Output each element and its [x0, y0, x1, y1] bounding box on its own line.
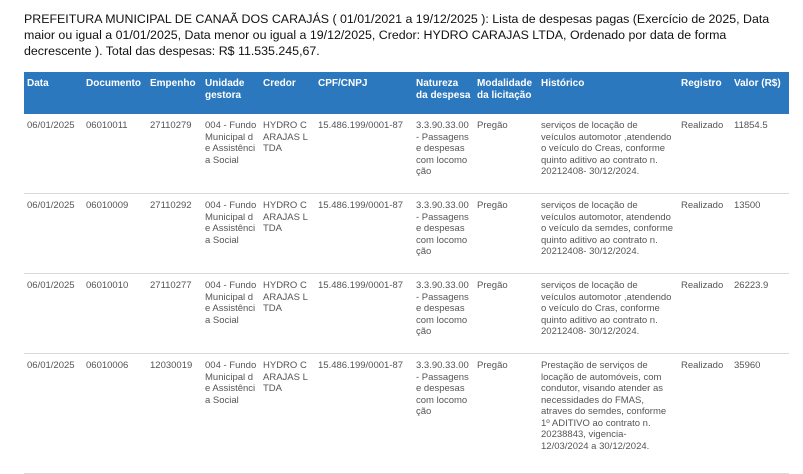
cell-valor: 35960 [731, 354, 789, 474]
cell-valor: 11854.5 [731, 114, 789, 194]
cell-data: 06/01/2025 [24, 114, 83, 194]
cell-cnpj: 15.486.199/0001-87 [315, 194, 413, 274]
cell-registro: Realizado [678, 194, 731, 274]
table-row[interactable] [24, 354, 789, 474]
cell-documento: 06010011 [83, 114, 147, 194]
cell-registro: Realizado [678, 274, 731, 354]
cell-credor: HYDRO CARAJAS LTDA [260, 194, 315, 274]
cell-valor: 13500 [731, 194, 789, 274]
col-header-documento[interactable]: Documento [83, 72, 147, 114]
cell-credor: HYDRO CARAJAS LTDA [260, 114, 315, 194]
page-title: PREFEITURA MUNICIPAL DE CANAÃ DOS CARAJÁS ( 01/01/2021 a 19/12/2025 ): Lista de despesas pagas (Exercício de 2025, Data maior ou igual a 01/01/2025, Data menor ou igual a 19/12/2025, Credor: HYDRO CARAJAS LTDA, Ordenado por data de forma decrescente ). Total das despesas: R$ 11.535.245,67. [24, 12, 770, 58]
cell-data: 06/01/2025 [24, 274, 83, 354]
cell-unidade: 004 - Fundo Municipal de Assistência Social [202, 274, 260, 354]
col-header-data[interactable]: Data [24, 72, 83, 114]
cell-modalidade: Pregão [474, 274, 538, 354]
cell-modalidade: Pregão [474, 114, 538, 194]
table-row[interactable] [24, 274, 789, 354]
table-header-row [24, 72, 789, 114]
cell-cnpj: 15.486.199/0001-87 [315, 114, 413, 194]
cell-credor: HYDRO CARAJAS LTDA [260, 274, 315, 354]
table-row[interactable] [24, 194, 789, 274]
col-header-unidade-gestora[interactable]: Unidade gestora [202, 72, 260, 114]
cell-empenho: 12030019 [147, 354, 202, 474]
cell-modalidade: Pregão [474, 194, 538, 274]
cell-cnpj: 15.486.199/0001-87 [315, 274, 413, 354]
col-header-valor[interactable]: Valor (R$) [731, 72, 789, 114]
cell-valor: 26223.9 [731, 274, 789, 354]
cell-modalidade: Pregão [474, 354, 538, 474]
cell-documento: 06010009 [83, 194, 147, 274]
cell-empenho: 27110277 [147, 274, 202, 354]
cell-natureza: 3.3.90.33.00 - Passagens e despesas com locomoção [413, 274, 474, 354]
cell-cnpj: 15.486.199/0001-87 [315, 354, 413, 474]
table-row[interactable] [24, 114, 789, 194]
cell-historico: serviços de locação de veículos automotor ,atendendo o veículo do Creas, conforme quinto aditivo ao contrato n. 20212408- 30/12/2024. [538, 114, 678, 194]
col-header-credor[interactable]: Credor [260, 72, 315, 114]
cell-historico: serviços de locação de veículos automotor ,atendendo o veículo do Cras, conforme quinto aditivo ao contrato n. 20212408- 30/12/2024. [538, 274, 678, 354]
cell-empenho: 27110279 [147, 114, 202, 194]
cell-data: 06/01/2025 [24, 354, 83, 474]
col-header-registro[interactable]: Registro [678, 72, 731, 114]
expenses-table [24, 72, 789, 474]
cell-natureza: 3.3.90.33.00 - Passagens e despesas com locomoção [413, 114, 474, 194]
cell-documento: 06010006 [83, 354, 147, 474]
col-header-historico[interactable]: Histórico [538, 72, 678, 114]
cell-historico: serviços de locação de veículos automotor, atendendo o veículo da semdes, conforme quinto aditivo ao contrato n. 20212408- 30/12/2024. [538, 194, 678, 274]
col-header-modalidade[interactable]: Modalidade da licitação [474, 72, 538, 114]
cell-historico: Prestação de serviços de locação de automóveis, com condutor, visando atender as necessidades do FMAS, atraves do semdes, conforme 1º ADITIVO ao contrato n. 20238843, vigencia- 12/03/2024 a 30/12/2024. [538, 354, 678, 474]
cell-credor: HYDRO CARAJAS LTDA [260, 354, 315, 474]
cell-data: 06/01/2025 [24, 194, 83, 274]
col-header-natureza[interactable]: Natureza da despesa [413, 72, 474, 114]
cell-natureza: 3.3.90.33.00 - Passagens e despesas com locomoção [413, 194, 474, 274]
cell-unidade: 004 - Fundo Municipal de Assistência Social [202, 354, 260, 474]
cell-unidade: 004 - Fundo Municipal de Assistência Social [202, 114, 260, 194]
cell-documento: 06010010 [83, 274, 147, 354]
cell-registro: Realizado [678, 114, 731, 194]
cell-unidade: 004 - Fundo Municipal de Assistência Social [202, 194, 260, 274]
cell-registro: Realizado [678, 354, 731, 474]
cell-natureza: 3.3.90.33.00 - Passagens e despesas com locomoção [413, 354, 474, 474]
col-header-cpf-cnpj[interactable]: CPF/CNPJ [315, 72, 413, 114]
col-header-empenho[interactable]: Empenho [147, 72, 202, 114]
cell-empenho: 27110292 [147, 194, 202, 274]
